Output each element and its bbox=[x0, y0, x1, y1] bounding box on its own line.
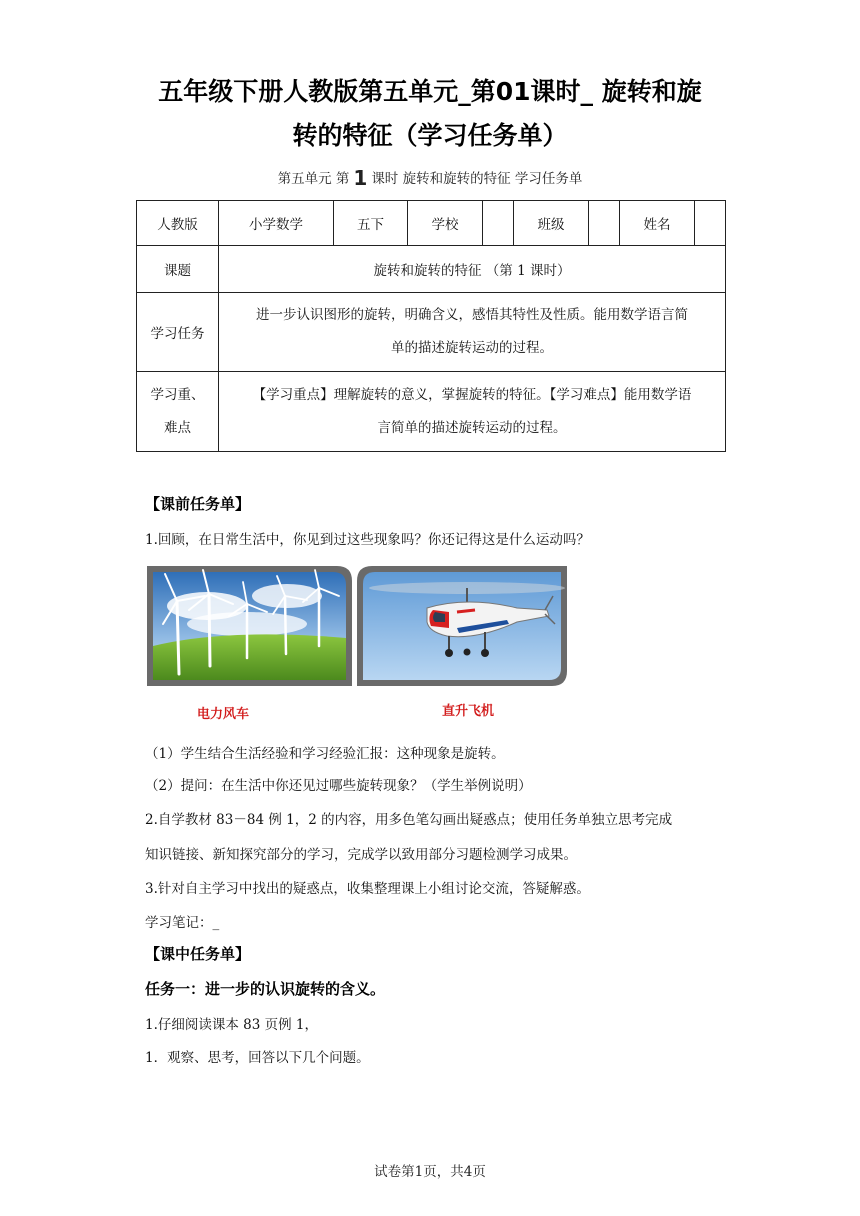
table-row bbox=[137, 246, 726, 293]
key-label-line-2: 难点 bbox=[164, 419, 191, 436]
wind-turbine-image bbox=[147, 566, 352, 686]
cell-school-value[interactable] bbox=[483, 201, 514, 246]
in-class-heading: 【课中任务单】 bbox=[145, 945, 251, 963]
title-line-1: 五年级下册人教版第五单元_第01课时_ 旋转和旋 bbox=[158, 77, 702, 106]
key-label-line-1: 学习重、 bbox=[150, 386, 205, 403]
pre-task-question-2-line-2: 知识链接、新知探究部分的学习，完成学以致用部分习题检测学习成果。 bbox=[145, 847, 577, 863]
key-line-2: 言简单的描述旋转运动的过程。 bbox=[377, 419, 567, 436]
cell-topic-label: 课题 bbox=[137, 246, 219, 293]
cell-subject: 小学数学 bbox=[219, 201, 334, 246]
helicopter-caption: 直升飞机 bbox=[442, 704, 495, 719]
cell-class-value[interactable] bbox=[589, 201, 620, 246]
task-line-2: 单的描述旋转运动的过程。 bbox=[391, 340, 553, 356]
info-table bbox=[136, 200, 726, 452]
subtitle-part-2: 课时 旋转和旋转的特征 学习任务单 bbox=[371, 171, 583, 187]
cell-key-value bbox=[219, 372, 726, 452]
subtitle bbox=[0, 166, 860, 190]
cell-name-label: 姓名 bbox=[620, 201, 695, 246]
pre-task-question-2-line-1: 2.自学教材 83－84 例 1，2 的内容，用多色笔勾画出疑惑点；使用任务单独立思考完成 bbox=[145, 812, 673, 828]
title-line-2: 转的特征（学习任务单） bbox=[292, 121, 568, 150]
page-footer: 试卷第1页，共4页 bbox=[374, 1164, 486, 1180]
cell-school-label: 学校 bbox=[408, 201, 483, 246]
cell-class-label: 班级 bbox=[514, 201, 589, 246]
wind-turbine-illustration bbox=[147, 566, 352, 686]
cell-topic-value: 旋转和旋转的特征 （第 1 课时） bbox=[219, 246, 726, 293]
pre-task-answer-1: （1）学生结合生活经验和学习经验汇报：这种现象是旋转。 bbox=[145, 746, 505, 762]
task-line-1: 进一步认识图形的旋转，明确含义，感悟其特性及性质。能用数学语言简 bbox=[256, 307, 688, 323]
wind-turbine-caption: 电力风车 bbox=[197, 707, 250, 722]
subtitle-number: 1 bbox=[353, 166, 368, 190]
table-row bbox=[137, 201, 726, 246]
study-notes: 学习笔记：_ bbox=[145, 915, 220, 931]
table-row bbox=[137, 293, 726, 372]
cell-grade: 五下 bbox=[334, 201, 408, 246]
cell-name-value[interactable] bbox=[695, 201, 726, 246]
task-one-heading: 任务一：进一步的认识旋转的含义。 bbox=[145, 980, 386, 998]
pre-task-heading: 【课前任务单】 bbox=[145, 495, 251, 513]
cell-task-value bbox=[219, 293, 726, 372]
helicopter-illustration bbox=[357, 566, 567, 686]
cell-key-label bbox=[137, 372, 219, 452]
document-title bbox=[100, 70, 760, 158]
pre-task-answer-2: （2）提问：在生活中你还见过哪些旋转现象？（学生举例说明） bbox=[145, 778, 532, 794]
table-row bbox=[137, 372, 726, 452]
pre-task-question-3: 3.针对自主学习中找出的疑惑点，收集整理课上小组讨论交流，答疑解惑。 bbox=[145, 881, 590, 897]
cell-task-label: 学习任务 bbox=[137, 293, 219, 372]
subtitle-part-1: 第五单元 第 bbox=[277, 171, 350, 187]
cell-publisher: 人教版 bbox=[137, 201, 219, 246]
helicopter-image bbox=[357, 566, 567, 686]
in-class-item-1: 1.仔细阅读课本 83 页例 1， bbox=[145, 1017, 319, 1033]
in-class-item-2: 1．观察、思考，回答以下几个问题。 bbox=[145, 1050, 370, 1066]
pre-task-question-1: 1.回顾，在日常生活中，你见到过这些现象吗？你还记得这是什么运动吗？ bbox=[145, 532, 590, 548]
key-line-1: 【学习重点】理解旋转的意义，掌握旋转的特征。【学习难点】能用数学语 bbox=[252, 386, 692, 403]
